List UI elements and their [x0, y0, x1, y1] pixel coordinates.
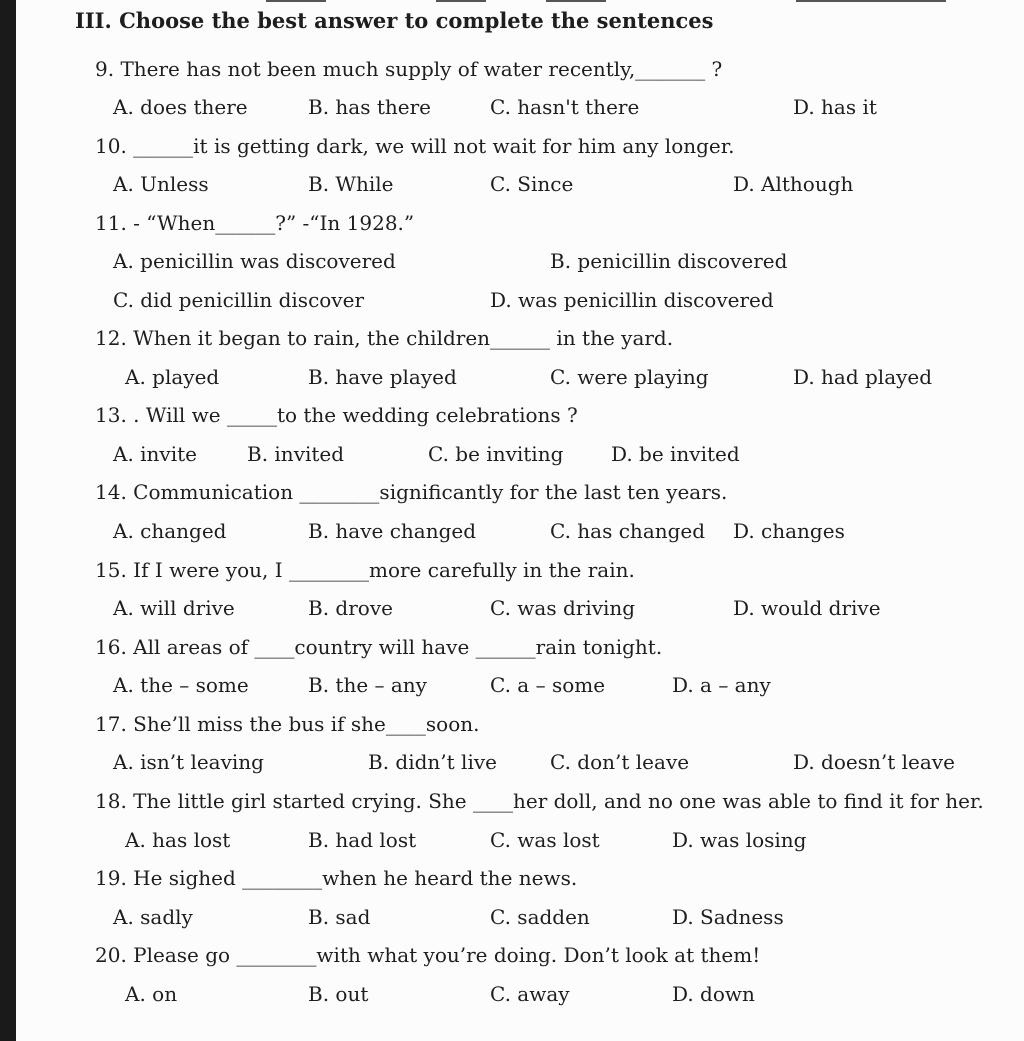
q13-option-a[interactable]: A. invite	[113, 442, 198, 466]
section-title: III. Choose the best answer to complete the sentences	[75, 8, 714, 33]
q9-option-a[interactable]: A. does there	[113, 95, 248, 119]
question-14-stem: 14. Communication ________significantly for the last ten years.	[95, 480, 728, 504]
question-20-stem: 20. Please go ________with what you’re doing. Don’t look at them!	[95, 943, 761, 967]
question-13-stem: 13. . Will we _____to the wedding celebrations ?	[95, 403, 578, 427]
question-12-stem: 12. When it began to rain, the children______ in the yard.	[95, 326, 674, 350]
question-18-stem: 18. The little girl started crying. She ____her doll, and no one was able to find it for her.	[95, 789, 984, 813]
cropped-text-fragment	[436, 0, 486, 2]
q14-option-c[interactable]: C. has changed	[550, 519, 706, 543]
q11-option-c[interactable]: C. did penicillin discover	[113, 288, 365, 312]
q16-option-d[interactable]: D. a – any	[672, 673, 771, 697]
q16-option-a[interactable]: A. the – some	[113, 673, 249, 697]
cropped-text-fragment	[266, 0, 326, 2]
q15-option-a[interactable]: A. will drive	[113, 596, 235, 620]
q14-option-d[interactable]: D. changes	[733, 519, 845, 543]
q19-option-c[interactable]: C. sadden	[490, 905, 590, 929]
q11-option-a[interactable]: A. penicillin was discovered	[113, 249, 396, 273]
q17-option-c[interactable]: C. don’t leave	[550, 750, 690, 774]
q10-option-a[interactable]: A. Unless	[113, 172, 209, 196]
q20-option-c[interactable]: C. away	[490, 982, 570, 1006]
q11-option-d[interactable]: D. was penicillin discovered	[490, 288, 774, 312]
q9-option-c[interactable]: C. hasn't there	[490, 95, 640, 119]
q20-option-a[interactable]: A. on	[125, 982, 178, 1006]
q17-option-b[interactable]: B. didn’t live	[368, 750, 497, 774]
q17-option-d[interactable]: D. doesn’t leave	[793, 750, 955, 774]
cropped-text-fragment	[796, 0, 946, 2]
q16-option-c[interactable]: C. a – some	[490, 673, 606, 697]
q11-option-b[interactable]: B. penicillin discovered	[550, 249, 788, 273]
q9-option-b[interactable]: B. has there	[308, 95, 431, 119]
q10-option-b[interactable]: B. While	[308, 172, 394, 196]
q9-option-d[interactable]: D. has it	[793, 95, 877, 119]
q15-option-d[interactable]: D. would drive	[733, 596, 881, 620]
question-17-stem: 17. She’ll miss the bus if she____soon.	[95, 712, 480, 736]
cropped-text-fragment	[546, 0, 606, 2]
q15-option-b[interactable]: B. drove	[308, 596, 393, 620]
question-10-stem: 10. ______it is getting dark, we will not wait for him any longer.	[95, 134, 735, 158]
q18-option-a[interactable]: A. has lost	[125, 828, 231, 852]
q18-option-b[interactable]: B. had lost	[308, 828, 417, 852]
question-11-stem: 11. - “When______?” -“In 1928.”	[95, 211, 415, 235]
q18-option-c[interactable]: C. was lost	[490, 828, 600, 852]
q18-option-d[interactable]: D. was losing	[672, 828, 807, 852]
q13-option-b[interactable]: B. invited	[247, 442, 345, 466]
q12-option-a[interactable]: A. played	[125, 365, 220, 389]
question-9-stem: 9. There has not been much supply of water recently,_______ ?	[95, 57, 723, 81]
q13-option-c[interactable]: C. be inviting	[428, 442, 564, 466]
q12-option-b[interactable]: B. have played	[308, 365, 457, 389]
q20-option-d[interactable]: D. down	[672, 982, 755, 1006]
question-16-stem: 16. All areas of ____country will have ______rain tonight.	[95, 635, 663, 659]
q19-option-d[interactable]: D. Sadness	[672, 905, 784, 929]
q17-option-a[interactable]: A. isn’t leaving	[113, 750, 264, 774]
q13-option-d[interactable]: D. be invited	[611, 442, 740, 466]
q19-option-b[interactable]: B. sad	[308, 905, 371, 929]
worksheet-page	[16, 0, 1024, 1041]
question-19-stem: 19. He sighed ________when he heard the news.	[95, 866, 578, 890]
q15-option-c[interactable]: C. was driving	[490, 596, 636, 620]
q10-option-c[interactable]: C. Since	[490, 172, 574, 196]
q19-option-a[interactable]: A. sadly	[113, 905, 193, 929]
q14-option-b[interactable]: B. have changed	[308, 519, 477, 543]
question-15-stem: 15. If I were you, I ________more carefully in the rain.	[95, 558, 635, 582]
q12-option-d[interactable]: D. had played	[793, 365, 933, 389]
q14-option-a[interactable]: A. changed	[113, 519, 227, 543]
q10-option-d[interactable]: D. Although	[733, 172, 854, 196]
q12-option-c[interactable]: C. were playing	[550, 365, 709, 389]
q16-option-b[interactable]: B. the – any	[308, 673, 427, 697]
q20-option-b[interactable]: B. out	[308, 982, 369, 1006]
